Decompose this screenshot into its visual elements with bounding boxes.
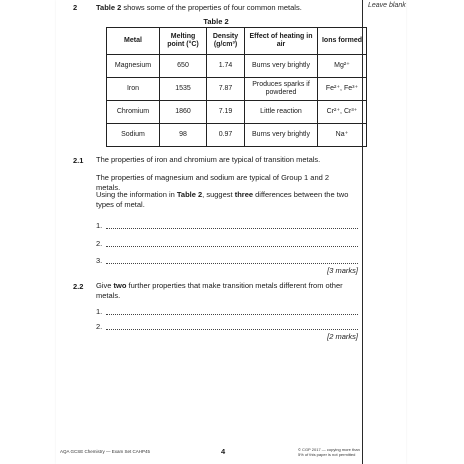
cell-melting: 650: [160, 55, 207, 78]
leave-blank-label: Leave blank: [368, 2, 406, 9]
cell-melting: 1860: [160, 101, 207, 124]
table-row: [107, 78, 367, 101]
dotted-line: [106, 246, 358, 247]
header-melting-point: Melting point (°C): [160, 28, 207, 55]
cell-ions: Cr²⁺, Cr³⁺: [318, 101, 367, 124]
cell-density: 0.97: [207, 124, 245, 147]
header-density: Density (g/cm³): [207, 28, 245, 55]
answer-line-2[interactable]: [96, 239, 358, 249]
answer-number: 1.: [96, 221, 103, 230]
cell-metal: Iron: [107, 78, 160, 101]
footer-left: AQA GCSE Chemistry — Exam Set CAHP45: [60, 449, 151, 454]
cell-melting: 98: [160, 124, 207, 147]
q21-instruction-part: differences between the two types of metal.: [96, 190, 349, 209]
answer-line-3[interactable]: [96, 256, 358, 266]
q21-line1: The properties of iron and chromium are typical of transition metals.: [96, 155, 321, 164]
intro-bold: Table 2: [96, 3, 122, 12]
footer-copyright: © CGP 2017 — copying more than 5% of this paper is not permitted: [298, 447, 360, 457]
table-header-row: [107, 28, 367, 55]
answer-number: 1.: [96, 307, 103, 316]
q21-instruction-part: Using the information in: [96, 190, 177, 199]
q22-text-part: further properties that make transition metals different from other metals.: [96, 281, 343, 300]
table-row: [107, 101, 367, 124]
cell-density: 7.19: [207, 101, 245, 124]
answer-number: 3.: [96, 256, 103, 265]
answer-line-1[interactable]: [96, 221, 358, 231]
cell-ions: Mg²⁺: [318, 55, 367, 78]
header-ions: Ions formed: [318, 28, 367, 55]
cell-density: 7.87: [207, 78, 245, 101]
table-title: Table 2: [203, 17, 229, 26]
header-metal: Metal: [107, 28, 160, 55]
table-row: [107, 124, 367, 147]
q21-instruction: [96, 190, 354, 210]
q22-text-count: two: [113, 281, 127, 290]
question-number-2-2: 2.2: [73, 282, 84, 291]
dotted-line: [106, 228, 358, 229]
marks-label: [2 marks]: [327, 332, 358, 341]
dotted-line: [106, 314, 358, 315]
question-number-2-1: 2.1: [73, 156, 84, 165]
dotted-line: [106, 263, 358, 264]
cell-ions: Fe²⁺, Fe³⁺: [318, 78, 367, 101]
page-number: 4: [221, 447, 226, 456]
answer-number: 2.: [96, 239, 103, 248]
cell-melting: 1535: [160, 78, 207, 101]
q22-text-part: Give: [96, 281, 114, 290]
cell-effect: Little reaction: [245, 101, 318, 124]
question-number-2: 2: [73, 3, 78, 12]
answer-number: 2.: [96, 322, 103, 331]
q21-line2: The properties of magnesium and sodium are typical of Group 1 and 2 metals.: [96, 173, 330, 192]
cell-metal: Magnesium: [107, 55, 160, 78]
q22-text: [96, 281, 354, 301]
cell-metal: Sodium: [107, 124, 160, 147]
q21-instruction-table-ref: Table 2: [176, 190, 203, 199]
cell-effect: Produces sparks if powdered: [245, 78, 318, 101]
question-2-intro: [96, 3, 302, 12]
cell-ions: Na⁺: [318, 124, 367, 147]
table-row: [107, 55, 367, 78]
cell-density: 1.74: [207, 55, 245, 78]
properties-table: [106, 27, 367, 147]
cell-effect: Burns very brightly: [245, 124, 318, 147]
intro-text: shows some of the properties of four common metals.: [121, 3, 302, 12]
answer-line-1[interactable]: [96, 307, 358, 317]
q21-instruction-part: , suggest: [202, 190, 235, 199]
header-effect: Effect of heating in air: [245, 28, 318, 55]
dotted-line: [106, 329, 358, 330]
q21-instruction-count: three: [234, 190, 254, 199]
marks-label: [3 marks]: [327, 266, 358, 275]
answer-line-2[interactable]: [96, 322, 358, 332]
cell-metal: Chromium: [107, 101, 160, 124]
cell-effect: Burns very brightly: [245, 55, 318, 78]
